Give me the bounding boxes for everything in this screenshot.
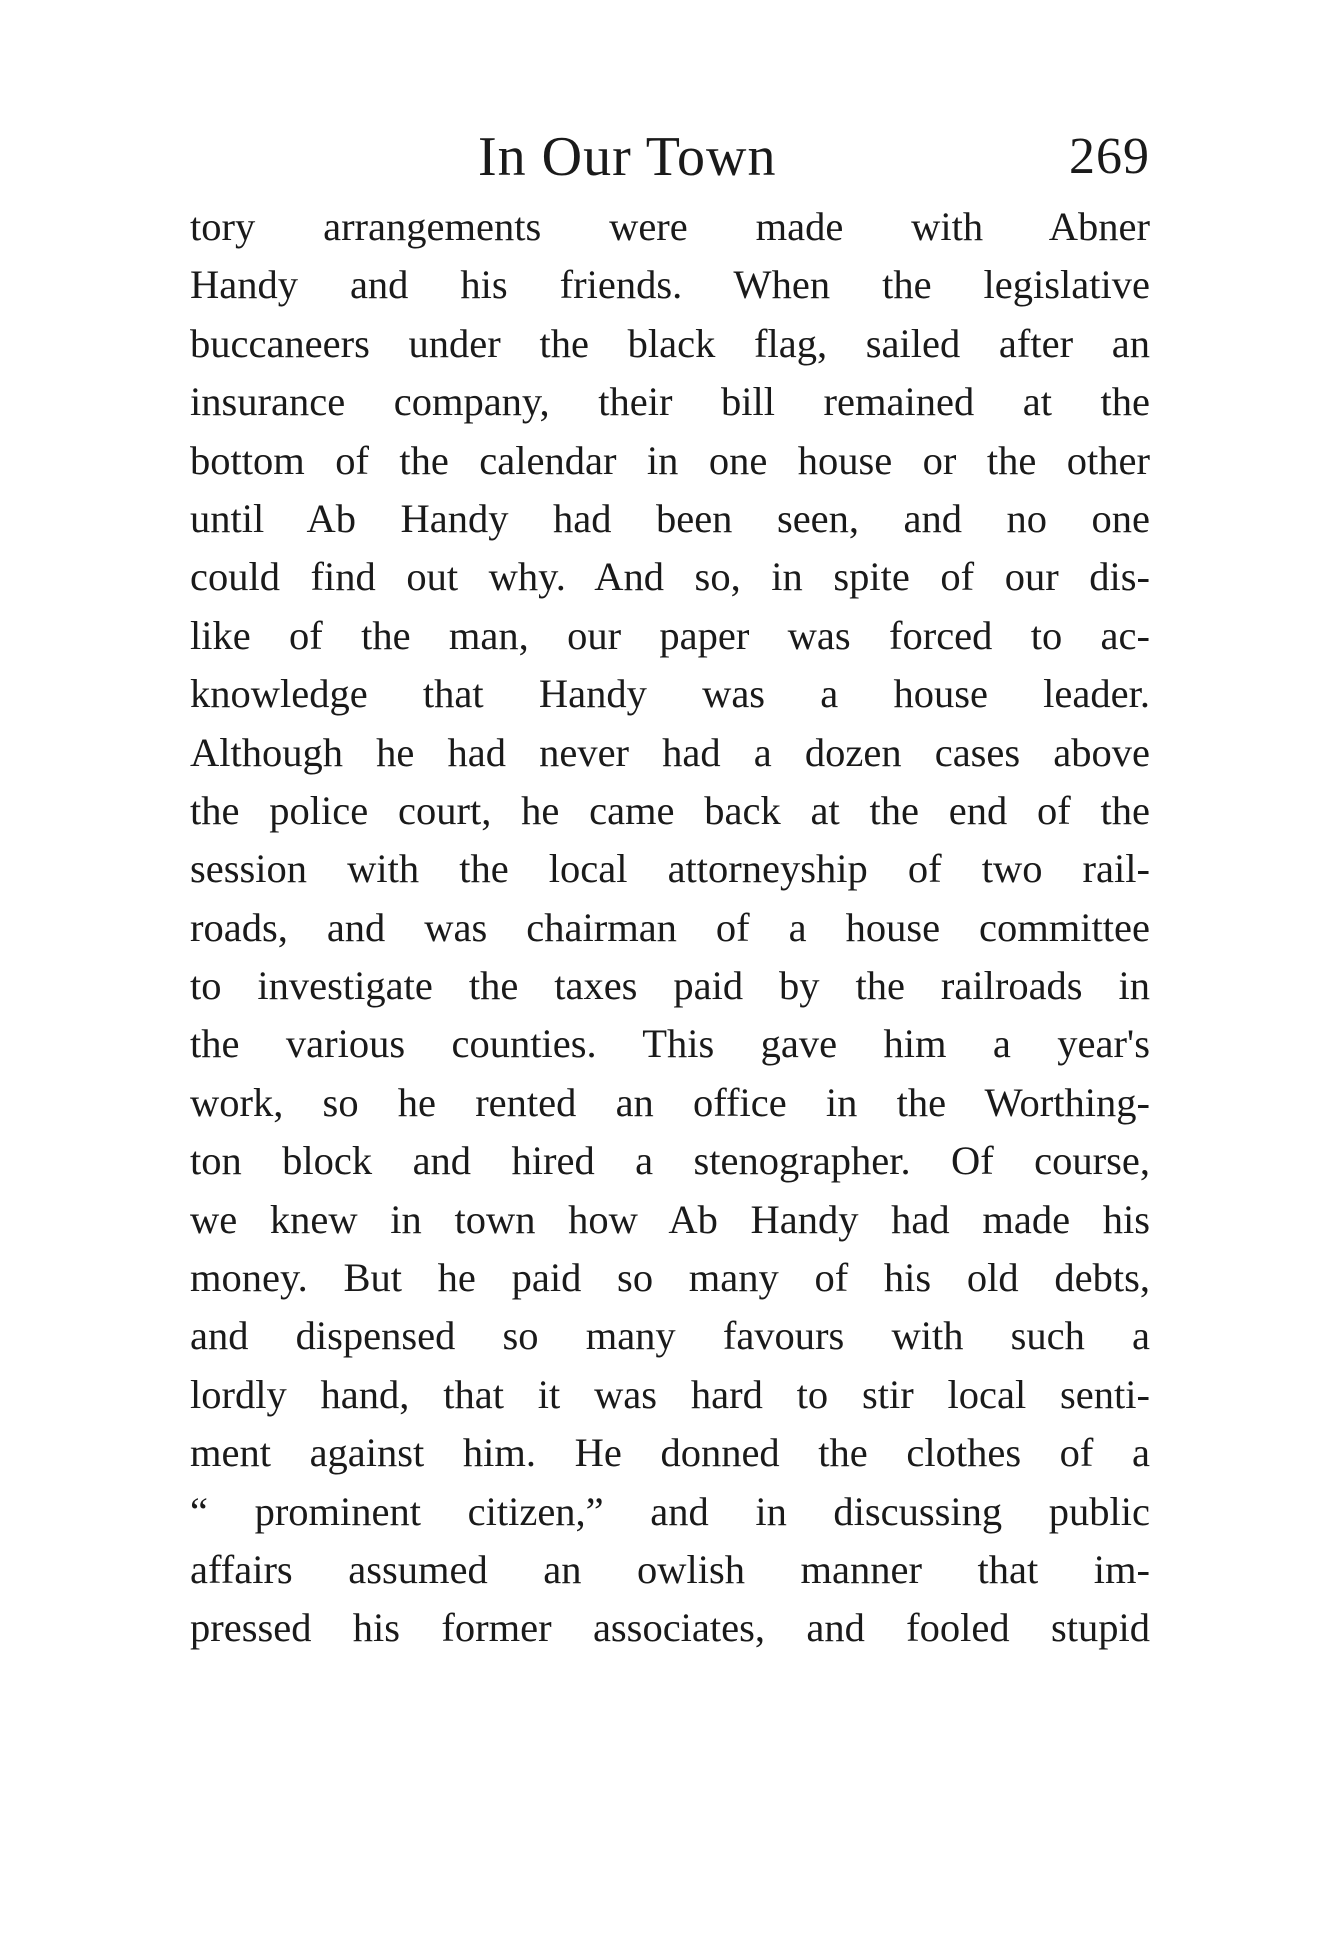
text-line: ment against him. He donned the clothes of a [190, 1430, 1150, 1476]
text-line: knowledge that Handy was a house leader. [190, 671, 1150, 717]
text-line: Although he had never had a dozen cases above [190, 729, 1150, 775]
text-line: to investigate the taxes paid by the railroads in [190, 963, 1150, 1009]
text-line: ton block and hired a stenographer. Of course, [190, 1138, 1150, 1184]
text-line: roads, and was chairman of a house committee [190, 904, 1150, 950]
text-line: the police court, he came back at the end of the [190, 787, 1150, 833]
body-text [190, 198, 1150, 1658]
text-line: tory arrangements were made with Abner [190, 204, 1150, 249]
text-line: Handy and his friends. When the legislative [190, 262, 1150, 308]
text-line: work, so he rented an office in the Worthing- [190, 1079, 1150, 1125]
text-line: affairs assumed an owlish manner that im- [190, 1546, 1150, 1592]
text-line: lordly hand, that it was hard to stir local senti- [190, 1371, 1150, 1417]
text-line: session with the local attorneyship of two rail- [190, 846, 1150, 892]
text-line: buccaneers under the black flag, sailed after an [190, 320, 1150, 366]
text-line: bottom of the calendar in one house or the other [190, 437, 1150, 483]
text-line: could find out why. And so, in spite of our dis- [190, 554, 1150, 600]
text-line: we knew in town how Ab Handy had made his [190, 1196, 1150, 1242]
text-line: pressed his former associates, and fooled stupid [190, 1605, 1150, 1651]
text-line: the various counties. This gave him a year's [190, 1021, 1150, 1067]
text-line: and dispensed so many favours with such a [190, 1313, 1150, 1359]
running-title: In Our Town [478, 126, 777, 188]
text-line: like of the man, our paper was forced to ac- [190, 612, 1150, 658]
page-number: 269 [1069, 128, 1150, 185]
text-line: until Ab Handy had been seen, and no one [190, 495, 1150, 541]
running-head [190, 122, 1150, 192]
text-line: “ prominent citizen,” and in discussing public [190, 1488, 1150, 1534]
text-line: insurance company, their bill remained at the [190, 379, 1150, 425]
text-line: money. But he paid so many of his old debts, [190, 1255, 1150, 1301]
